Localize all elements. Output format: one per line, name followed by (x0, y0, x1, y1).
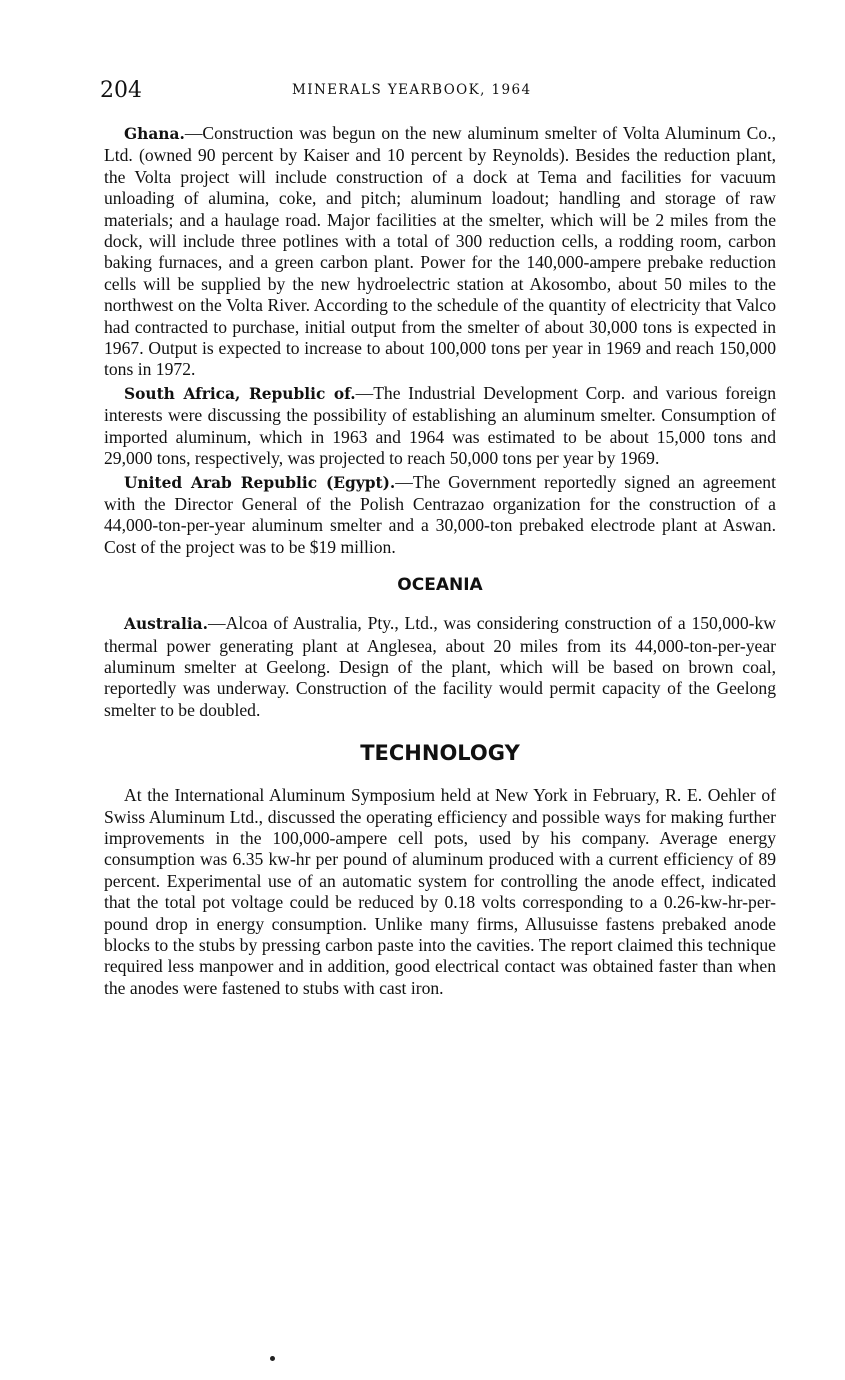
lead-ghana: Ghana. (124, 125, 185, 143)
text-south-africa: —The Industrial Development Corp. and various foreign interests were discussing the possibility of establishing an aluminum smelter. Consumption of imported aluminum, which in 1963 and 1964 was estimated to be about 15,000 tons and 29,000 tons, respectively, was projected to reach 50,000 tons per year by 1969. (104, 382, 776, 469)
running-header (100, 78, 776, 108)
lead-south-africa: South Africa, Republic of. (124, 384, 356, 403)
paragraph-south-africa (104, 383, 776, 470)
paragraph-technology (104, 785, 776, 999)
text-uar: —The Government reportedly signed an agreement with the Director General of the Polish Centrazao organization for the construction of a 44,000-ton-per-year aluminum smelter and a 30,000-ton prebaked electrode plant at Aswan. Cost of the project was to be $19 million. (104, 471, 776, 557)
text-ghana: —Construction was begun on the new aluminum smelter of Volta Aluminum Co., Ltd. (owned 90 percent by Kaiser and 10 percent by Reynolds). Besides the reduction plant, the Volta project will include construction of a dock at Tema and facilities for vacuum unloading of alumina, coke, and pitch; aluminum loadout; handling and storage of raw materials; and a haulage road. Major facilities at the smelter, which will be 2 miles from the dock, will include three potlines with a total of 300 reduction cells, a rodding room, carbon baking furnaces, and a green carbon plant. Power for the 140,000-ampere prebake reduction cells will be supplied by the new hydroelectric station at Akosombo, about 50 miles to the northwest on the Volta River. According to the schedule of the quantity of electricity that Valco had contracted to purchase, initial output from the smelter of about 30,000 tons is expected in 1967. Output is expected to increase to about 100,000 tons per year in 1969 and reach 150,000 tons in 1972. (104, 123, 776, 380)
paragraph-uar (104, 472, 776, 559)
running-title: MINERALS YEARBOOK, 1964 (292, 82, 532, 98)
footer-dot (270, 1356, 275, 1361)
paragraph-ghana (104, 123, 776, 381)
lead-uar: United Arab Republic (Egypt). (124, 473, 396, 492)
paragraph-australia (104, 613, 776, 721)
page-content (100, 78, 776, 999)
lead-australia: Australia. (124, 615, 209, 634)
heading-technology: TECHNOLOGY (360, 741, 520, 766)
text-australia: —Alcoa of Australia, Pty., Ltd., was considering construction of a 150,000-kw thermal power generating plant at Anglesea, about 20 miles from its 44,000-ton-per-year aluminum smelter at Geelong. Design of the plant, which will be based on brown coal, reportedly was underway. Construction of the facility would permit capacity of the Geelong smelter to be doubled. (104, 613, 776, 720)
text-technology: At the International Aluminum Symposium held at New York in February, R. E. Oehler of Swiss Aluminum Ltd., discussed the operating efficiency and possible ways for making further improvements in the 100,000-ampere cell pots, used by his company. Average energy consumption was 6.35 kw-hr per pound of aluminum produced with a current efficiency of 89 percent. Experimental use of an automatic system for controlling the anode effect, indicated that the total pot voltage could be reduced by 0.18 volts corresponding to a 0.26-kw-hr-per-pound drop in energy consumption. Unlike many firms, Allusuisse fastens prebaked anode blocks to the stubs by pressing carbon paste into the cavities. The report claimed this technique required less manpower and in addition, good electrical contact was obtained faster than when the anodes were fastened to stubs with cast iron. (104, 785, 776, 998)
page-number: 204 (100, 78, 142, 103)
heading-oceania: OCEANIA (397, 575, 483, 596)
